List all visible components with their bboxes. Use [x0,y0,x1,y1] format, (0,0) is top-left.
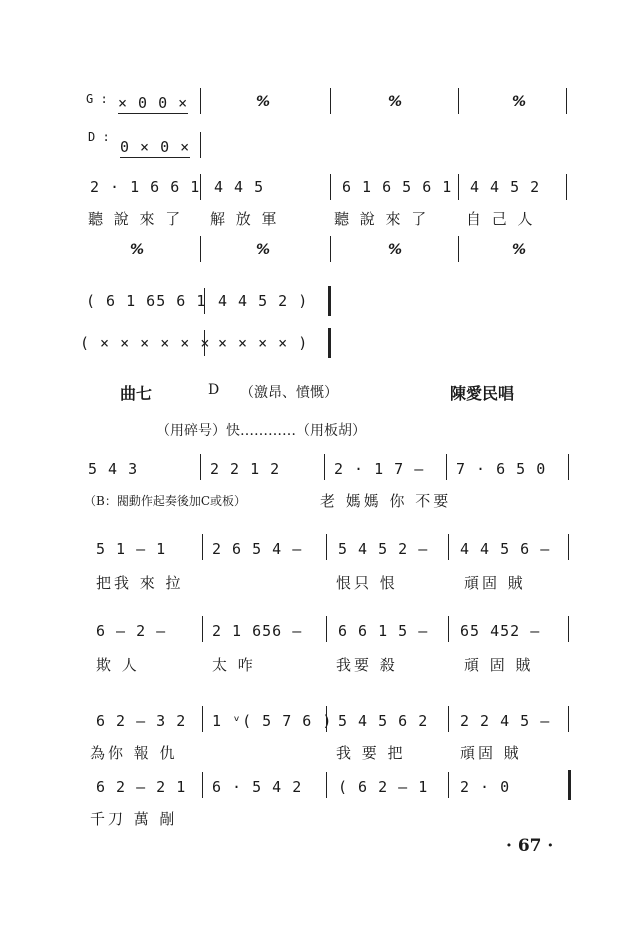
melody-measure: 6 2 — 2 1 [96,778,187,796]
barline [330,88,331,114]
closing-percussion: ( × × × × × × [80,334,211,352]
g-label: G : [86,92,108,106]
melody-measure: 2 1 656 — [212,622,303,640]
repeat-sign: % [512,94,527,110]
barline [568,534,569,560]
melody-measure: 6 1 6 5 6 1 [342,178,453,196]
barline [446,454,447,480]
performance-note: （B：閥動作起奏後加C或板） [84,494,247,508]
repeat-sign: % [256,242,271,258]
melody-measure: 1 ᵛ( 5 7 6 ) [212,712,333,730]
singer: 陳愛民唱 [450,384,515,403]
melody-measure: 6 · 5 4 2 [212,778,303,796]
closing-percussion: × × × × ) [218,334,309,352]
melody-measure: 6 2 — 3 2 [96,712,187,730]
barline [326,534,327,560]
barline [200,132,201,158]
melody-measure: 2 · 1 6 6 1 [90,178,201,196]
barline [448,534,449,560]
melody-measure: 6 6 1 5 — [338,622,429,640]
barline [568,616,569,642]
lyric: 我要 殺 [336,656,398,674]
lyric: 太 咋 [212,656,256,674]
melody-measure: 4 4 5 [214,178,265,196]
barline [566,88,567,114]
lyric: 自 己 人 [466,210,536,228]
barline [202,534,203,560]
lyric: 解 放 軍 [210,210,280,228]
melody-measure: 2 2 1 2 [210,460,281,478]
barline [204,330,205,356]
end-barline [328,328,331,358]
repeat-sign: % [512,242,527,258]
d-measure-1: 0 × 0 × [120,138,191,156]
melody-measure: 4 4 5 2 [470,178,541,196]
barline [324,454,325,480]
lyric: 欺 人 [96,656,140,674]
barline [330,174,331,200]
barline [566,174,567,200]
barline [330,236,331,262]
melody-measure: 6 — 2 — [96,622,167,640]
lyric: 為你 報 仇 [90,744,178,762]
repeat-sign: % [388,242,403,258]
repeat-sign: % [256,94,271,110]
barline [326,772,327,798]
melody-measure: 5 1 — 1 [96,540,167,558]
d-label: D : [88,130,110,144]
lyric: 千刀 萬 剮 [90,810,178,828]
lyric: 頑固 賊 [464,574,526,592]
closing-melody: ( 6 1 65 6 1 [86,292,207,310]
barline [326,616,327,642]
barline [200,236,201,262]
section-character: （激昂、憤慨） [240,385,338,401]
lyric: 恨只 恨 [336,574,398,592]
barline [200,454,201,480]
barline [202,706,203,732]
end-barline [568,770,571,800]
melody-measure: 2 2 4 5 — [460,712,551,730]
barline [202,772,203,798]
barline [326,706,327,732]
melody-measure: 5 4 5 6 2 [338,712,429,730]
section-title: 曲七 [120,384,153,403]
lyric: 老 媽媽 你 不要 [320,492,452,510]
barline [458,88,459,114]
lyric: 聽 說 來 了 [88,210,184,228]
section-key: D [208,382,220,398]
barline [568,706,569,732]
barline [200,174,201,200]
g-measure-1: × 0 0 × [118,94,189,112]
repeat-sign: % [388,94,403,110]
lyric: 我 要 把 [336,744,406,762]
melody-measure: 2 6 5 4 — [212,540,303,558]
instruments: （用碎号）快…………（用板胡） [156,423,366,439]
melody-measure: 4 4 5 6 — [460,540,551,558]
melody-measure: 2 · 1 7 — [334,460,425,478]
barline [568,454,569,480]
end-barline [328,286,331,316]
page-number: · 67 · [506,836,554,856]
closing-melody: 4 4 5 2 ) [218,292,309,310]
repeat-sign: % [130,242,145,258]
lyric: 聽 說 來 了 [334,210,430,228]
barline [458,174,459,200]
melody-measure: 5 4 3 [88,460,139,478]
melody-measure: ( 6 2 — 1 [338,778,429,796]
lyric: 把我 來 拉 [96,574,184,592]
barline [458,236,459,262]
lyric: 頑 固 賊 [464,656,534,674]
melody-measure: 2 · 0 [460,778,511,796]
barline [202,616,203,642]
melody-measure: 65 452 — [460,622,541,640]
melody-measure: 7 · 6 5 0 [456,460,547,478]
melody-measure: 5 4 5 2 — [338,540,429,558]
lyric: 頑固 賊 [460,744,522,762]
barline [448,772,449,798]
barline [448,616,449,642]
barline [204,288,205,314]
barline [200,88,201,114]
barline [448,706,449,732]
